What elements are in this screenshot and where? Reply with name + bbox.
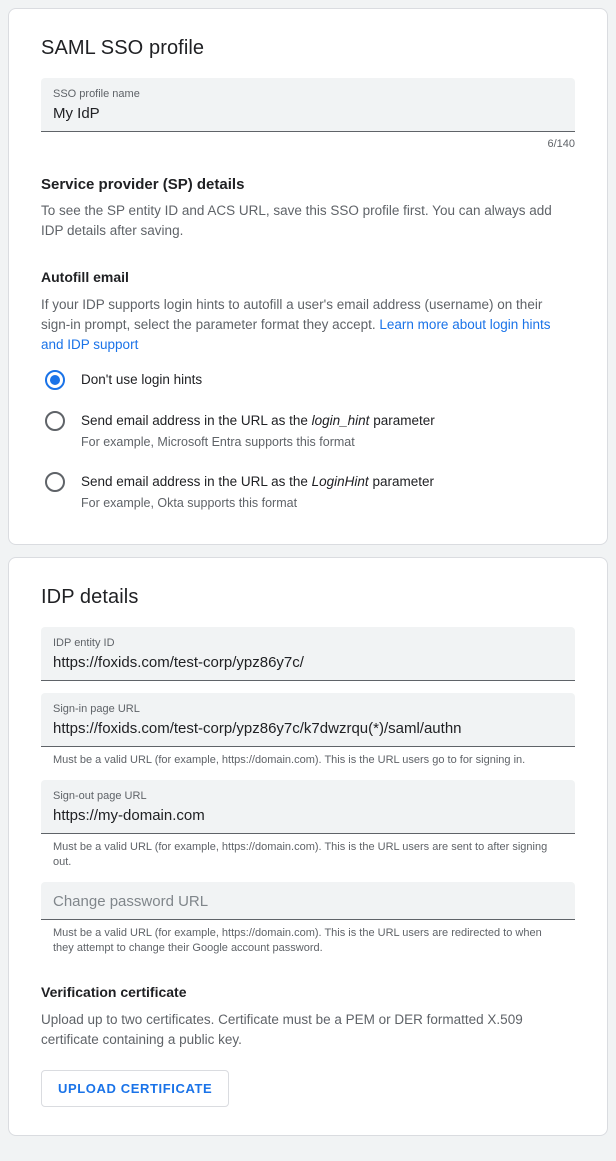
radio-text-login-hint: [81, 410, 435, 451]
radio-option-loginhint[interactable]: [41, 471, 575, 512]
idp-entity-id-value: https://foxids.com/test-corp/ypz86y7c/: [53, 654, 304, 671]
upload-certificate-button[interactable]: UPLOAD CERTIFICATE: [41, 1070, 229, 1107]
radio-icon-loginhint[interactable]: [45, 472, 65, 492]
sign-out-page-url-value: https://my-domain.com: [53, 807, 205, 824]
radio-sub-login-hint: For example, Microsoft Entra supports this format: [81, 435, 355, 449]
change-password-url-field[interactable]: [41, 882, 575, 956]
sign-out-page-url-field[interactable]: [41, 780, 575, 870]
radio-option-login-hint[interactable]: [41, 410, 575, 451]
sign-in-page-url-field[interactable]: [41, 693, 575, 768]
idp-entity-id-label: IDP entity ID: [53, 637, 115, 649]
sso-profile-name-counter: 6/140: [547, 138, 575, 150]
verification-certificate-heading: Verification certificate: [41, 984, 187, 1000]
radio-label-loginhint-pre: Send email address in the URL as the: [81, 474, 312, 489]
radio-icon-no-login-hints[interactable]: [45, 370, 65, 390]
change-password-url-input[interactable]: [41, 882, 575, 920]
autofill-description-text: If your IDP supports login hints to autofill a user's email address (username) on their sign-in prompt, select the parameter format they accept.: [41, 297, 543, 332]
autofill-email-description: [41, 295, 575, 355]
sign-in-page-url-helper: Must be a valid URL (for example, https://domain.com). This is the URL users go to for signing in.: [53, 754, 526, 766]
idp-entity-id-input[interactable]: [41, 627, 575, 681]
radio-label-loginhint: [81, 472, 434, 491]
sp-details-heading: Service provider (SP) details: [41, 176, 245, 193]
autofill-radio-group: [41, 369, 575, 512]
saml-sso-profile-card: [8, 8, 608, 545]
radio-label-loginhint-param: LoginHint: [311, 474, 369, 489]
idp-entity-id-field[interactable]: [41, 627, 575, 681]
sign-in-page-url-value: https://foxids.com/test-corp/ypz86y7c/k7dwzrqu(*)/saml/authn: [53, 720, 462, 737]
radio-label-no-login-hints: Don't use login hints: [81, 372, 203, 387]
sso-profile-name-input[interactable]: [41, 78, 575, 132]
sign-out-page-url-label: Sign-out page URL: [53, 790, 147, 802]
sso-profile-name-field[interactable]: [41, 78, 575, 150]
change-password-url-helper: Must be a valid URL (for example, https://domain.com). This is the URL users are redirected to when they attempt to change their Google account password.: [53, 927, 542, 954]
sign-out-page-url-input[interactable]: [41, 780, 575, 834]
sign-in-page-url-input[interactable]: [41, 693, 575, 747]
radio-label-login-hint: [81, 411, 435, 430]
sign-in-page-url-label: Sign-in page URL: [53, 703, 140, 715]
autofill-email-heading: Autofill email: [41, 269, 129, 285]
sso-profile-name-label: SSO profile name: [53, 88, 140, 100]
verification-certificate-description: Upload up to two certificates. Certificate must be a PEM or DER formatted X.509 certificate containing a public key.: [41, 1012, 523, 1047]
radio-text-no-login-hints: [81, 369, 202, 389]
radio-label-login-hint-post: parameter: [369, 413, 435, 428]
radio-text-loginhint: [81, 471, 434, 512]
radio-sub-loginhint: For example, Okta supports this format: [81, 496, 298, 510]
radio-label-loginhint-post: parameter: [368, 474, 434, 489]
radio-icon-login-hint[interactable]: [45, 411, 65, 431]
sign-out-page-url-helper: Must be a valid URL (for example, https://domain.com). This is the URL users are sent to after signing out.: [53, 841, 548, 868]
page-title: SAML SSO profile: [41, 37, 205, 59]
radio-label-login-hint-param: login_hint: [311, 413, 370, 428]
radio-option-no-login-hints[interactable]: [41, 369, 575, 390]
login-hints-learn-more-link[interactable]: Learn more about login hints and IDP support: [41, 317, 551, 352]
radio-label-login-hint-pre: Send email address in the URL as the: [81, 413, 312, 428]
sp-details-description: To see the SP entity ID and ACS URL, save this SSO profile first. You can always add IDP details after saving.: [41, 203, 552, 238]
idp-details-card: [8, 557, 608, 1136]
idp-details-title: IDP details: [41, 586, 139, 608]
sso-profile-name-value: My IdP: [53, 105, 100, 122]
change-password-url-placeholder: Change password URL: [53, 893, 209, 910]
